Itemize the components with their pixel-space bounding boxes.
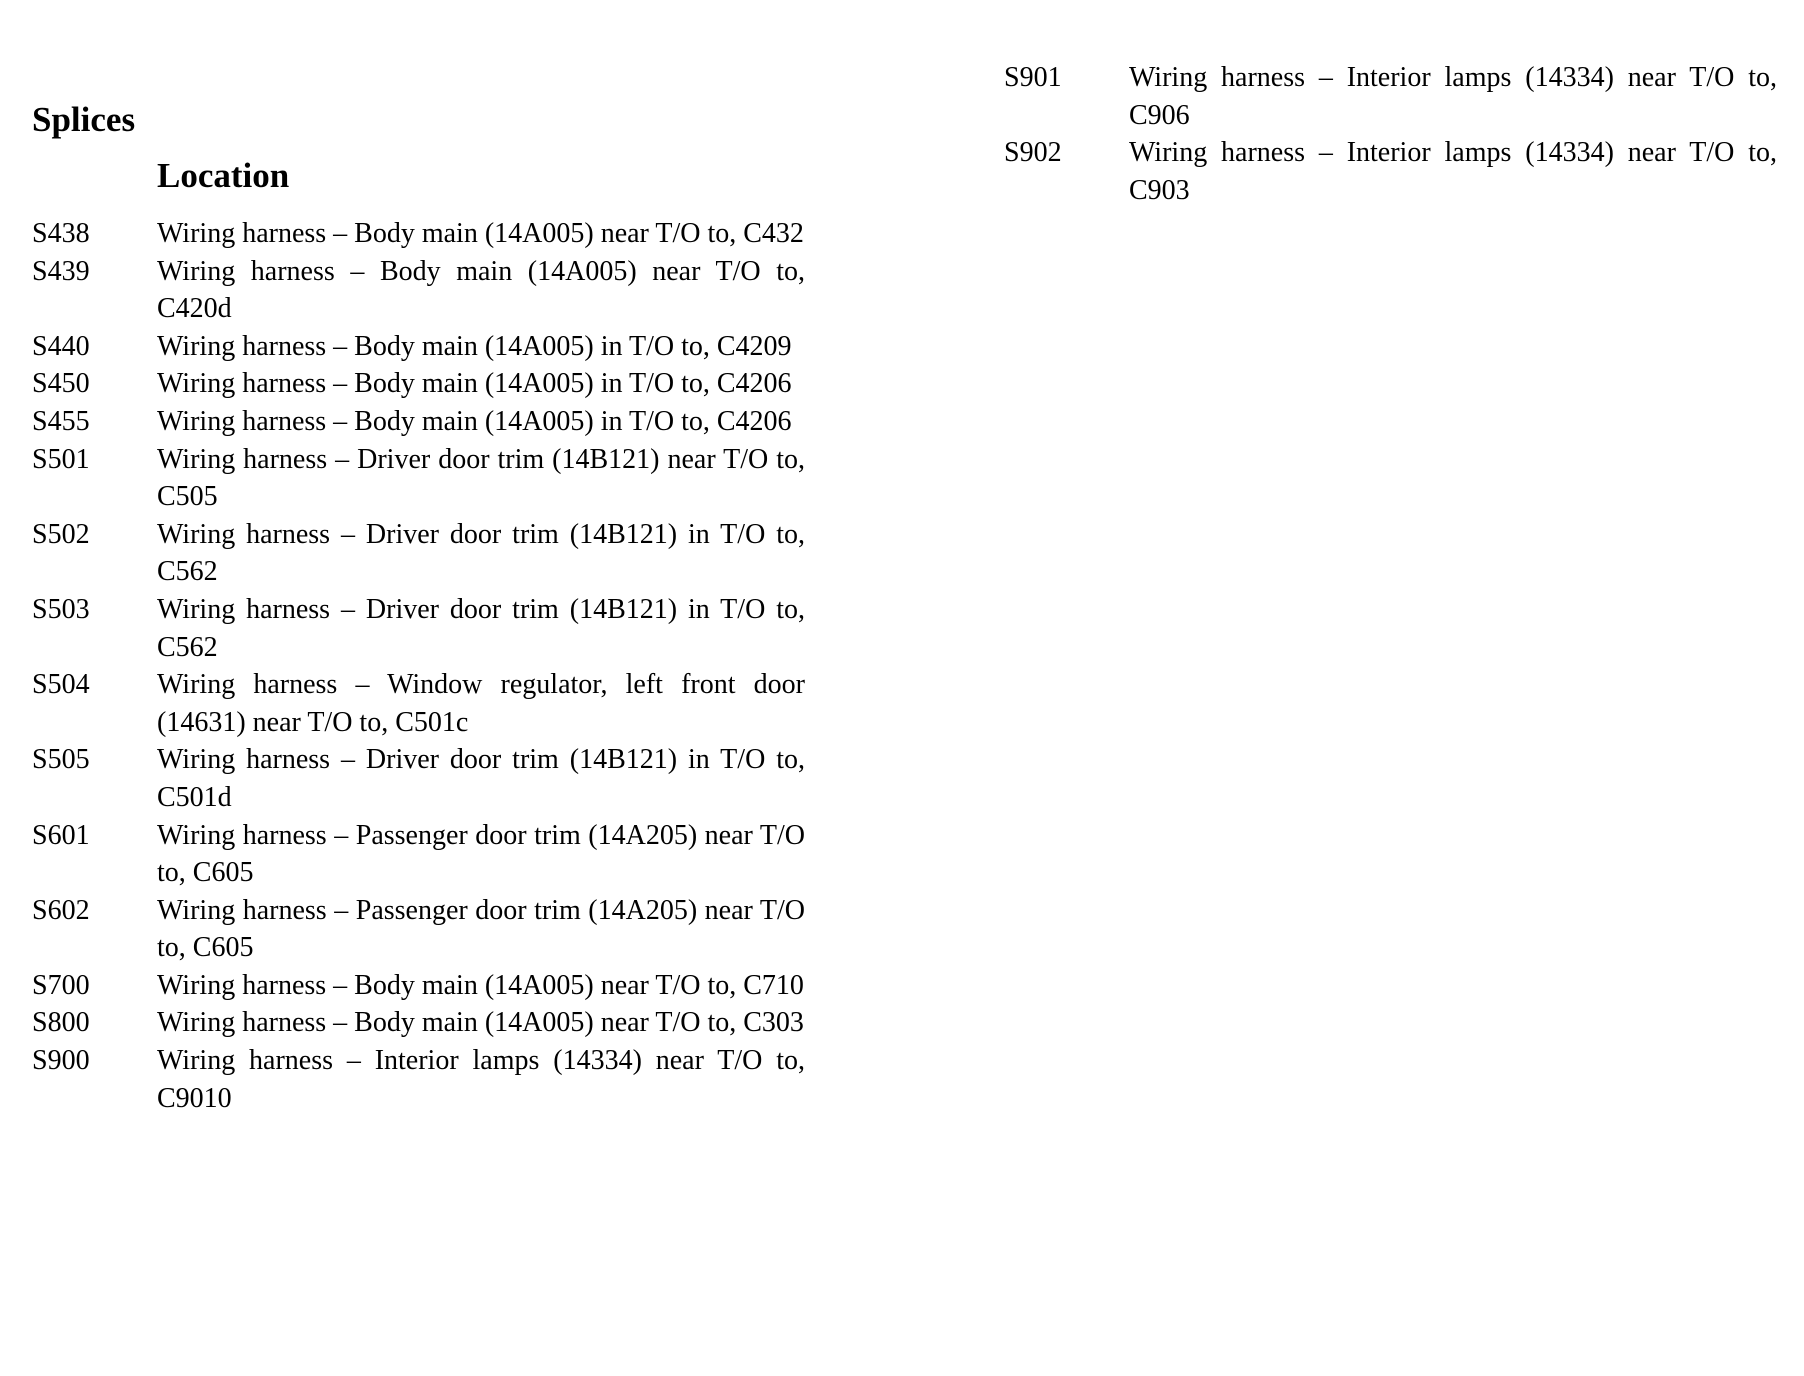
splice-entry (32, 892, 805, 967)
splice-entry (32, 441, 805, 516)
splice-code: S438 (32, 218, 90, 249)
splice-location: Wiring harness – Interior lamps (14334) near T/O to, C906 (1129, 62, 1777, 131)
splice-entry (32, 365, 805, 403)
splice-location: Wiring harness – Passenger door trim (14A205) near T/O to, C605 (157, 894, 805, 964)
splice-location: Wiring harness – Body main (14A005) near T/O to, C432 (157, 218, 804, 249)
splice-location: Wiring harness – Body main (14A005) near T/O to, C420d (157, 255, 805, 325)
splice-code: S601 (32, 819, 90, 851)
splice-code: S900 (32, 1045, 90, 1077)
splice-location: Wiring harness – Body main (14A005) in T/O to, C4206 (157, 368, 792, 400)
splice-entry (32, 403, 805, 441)
page-title: Splices (32, 100, 136, 139)
splice-list-right-column (1004, 59, 1777, 209)
splice-location: Wiring harness – Driver door trim (14B121) in T/O to, C562 (157, 518, 805, 588)
splice-entry (32, 215, 805, 253)
splice-entry (32, 591, 805, 666)
splice-location: Wiring harness – Body main (14A005) near T/O to, C303 (157, 1007, 804, 1039)
splice-entry (32, 328, 805, 366)
splice-code: S602 (32, 894, 90, 926)
splice-code: S700 (32, 969, 90, 1001)
splice-code: S455 (32, 405, 90, 437)
splice-code: S440 (32, 330, 90, 362)
splice-entry (32, 516, 805, 591)
splice-location: Wiring harness – Passenger door trim (14A205) near T/O to, C605 (157, 819, 805, 889)
splice-code: S501 (32, 443, 90, 475)
splice-location: Wiring harness – Body main (14A005) in T/O to, C4209 (157, 330, 792, 362)
splice-entry (32, 817, 805, 892)
splice-code: S901 (1004, 62, 1062, 93)
splice-code: S504 (32, 669, 90, 701)
splice-location: Wiring harness – Window regulator, left front door (14631) near T/O to, C501c (157, 669, 805, 738)
splice-code: S505 (32, 744, 90, 776)
splice-code: S503 (32, 593, 90, 625)
splice-code: S800 (32, 1007, 90, 1039)
splice-list-left-column (32, 215, 805, 1117)
splice-location: Wiring harness – Body main (14A005) in T/O to, C4206 (157, 405, 792, 437)
splice-location: Wiring harness – Driver door trim (14B121) in T/O to, C562 (157, 593, 805, 663)
splice-code: S902 (1004, 137, 1062, 169)
splice-entry (1004, 134, 1777, 209)
location-column-heading: Location (157, 156, 290, 195)
splice-code: S450 (32, 368, 90, 400)
splice-location: Wiring harness – Interior lamps (14334) near T/O to, C903 (1129, 137, 1777, 206)
splice-location: Wiring harness – Driver door trim (14B121) near T/O to, C505 (157, 443, 805, 513)
splice-code: S439 (32, 255, 90, 287)
splice-entry (32, 1042, 805, 1117)
splice-location: Wiring harness – Interior lamps (14334) near T/O to, C9010 (157, 1045, 805, 1114)
splice-location: Wiring harness – Body main (14A005) near T/O to, C710 (157, 969, 804, 1001)
splice-code: S502 (32, 518, 90, 550)
splice-entry (1004, 59, 1777, 134)
splice-location: Wiring harness – Driver door trim (14B121) in T/O to, C501d (157, 744, 805, 813)
splice-entry (32, 967, 805, 1005)
splice-entry (32, 666, 805, 741)
splice-entry (32, 253, 805, 328)
splice-entry (32, 1004, 805, 1042)
splice-entry (32, 741, 805, 816)
